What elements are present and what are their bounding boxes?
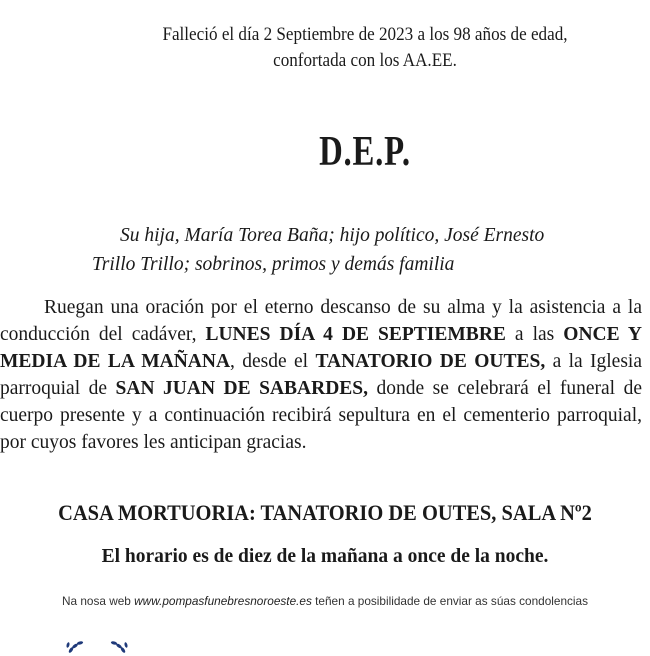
prayer-text-4: a la Iglesia parroquial de bbox=[0, 351, 642, 399]
prayer-text-3: , desde el bbox=[230, 351, 315, 372]
prayer-text-1: Ruegan una oración por el eterno descanso de su alma y la asistencia a la conducción del cadáver, bbox=[0, 297, 642, 345]
condolences-web-line bbox=[0, 594, 650, 608]
website-link[interactable]: www.pompasfunebresnoroeste.es bbox=[134, 594, 312, 608]
death-notice-header bbox=[37, 22, 650, 74]
web-suffix: teñen a posibilidade de enviar as súas condolencias bbox=[312, 594, 588, 608]
dep-heading: D.E.P. bbox=[80, 128, 649, 176]
funeral-church: SAN JUAN DE SABARDES, bbox=[116, 378, 368, 399]
sacraments-line: confortada con los AA.EE. bbox=[37, 48, 650, 74]
casa-mortuoria: CASA MORTUORIA: TANATORIO DE OUTES, SALA Nº2 bbox=[23, 500, 628, 526]
prayer-text-5: donde se celebrará el funeral de cuerpo presente y a continuación recibirá sepultura en el cementerio parroquial, por cuyos favores les anticipan gracias. bbox=[0, 378, 642, 453]
laurel-logo-icon bbox=[62, 636, 132, 656]
web-prefix: Na nosa web bbox=[62, 594, 134, 608]
funeral-origin: TANATORIO DE OUTES, bbox=[315, 351, 545, 372]
family-mourners bbox=[92, 221, 647, 279]
visiting-hours: El horario es de diez de la mañana a once de la noche. bbox=[0, 546, 650, 568]
family-line-2: Trillo Trillo; sobrinos, primos y demás familia bbox=[92, 250, 647, 279]
prayer-text-2: a las bbox=[506, 324, 563, 345]
funeral-date: LUNES DÍA 4 DE SEPTIEMBRE bbox=[205, 324, 505, 345]
funeral-details-paragraph bbox=[0, 294, 642, 456]
family-line-1: Su hija, María Torea Baña; hijo político, José Ernesto bbox=[92, 221, 647, 250]
funeral-time: ONCE Y MEDIA DE LA MAÑANA bbox=[0, 324, 642, 372]
death-date-line: Falleció el día 2 Septiembre de 2023 a los 98 años de edad, bbox=[37, 22, 650, 48]
